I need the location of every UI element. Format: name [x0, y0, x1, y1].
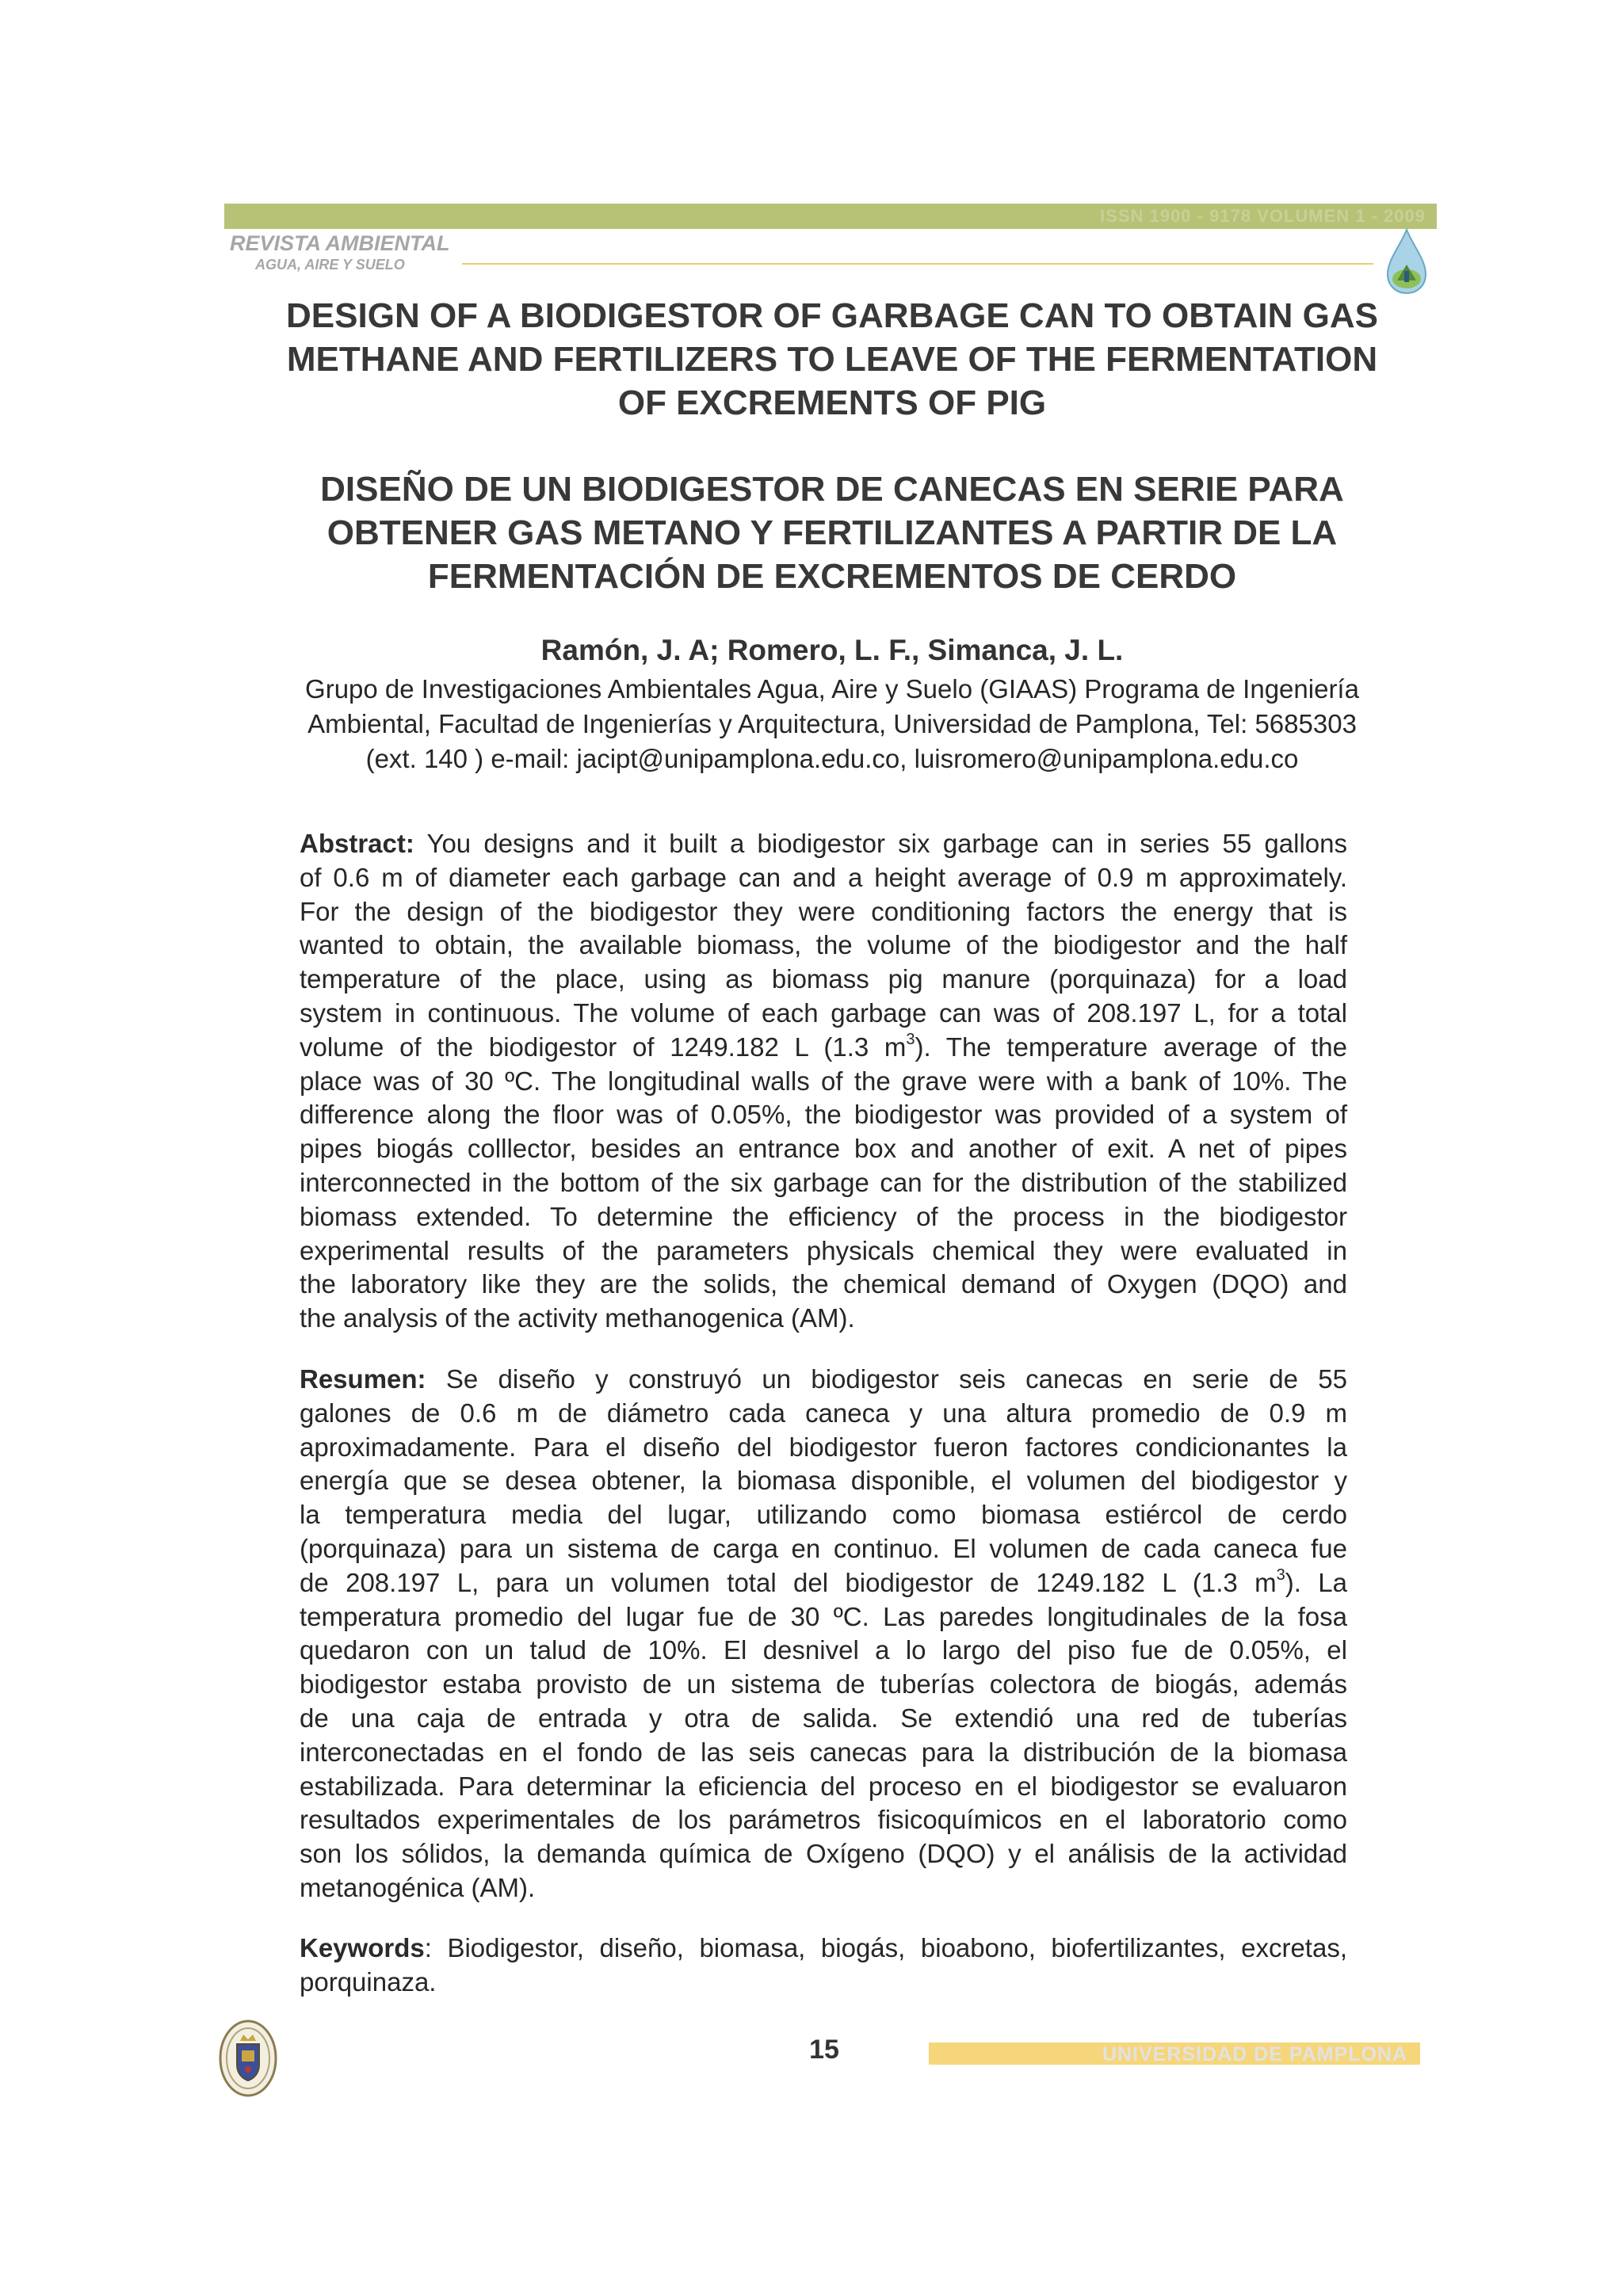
keywords-line: porquinaza.	[300, 1966, 437, 1997]
title-spanish-line: OBTENER GAS METANO Y FERTILIZANTES A PARTIR DE LA	[327, 513, 1338, 552]
abstract-line: system in continuous. The volume of each garbage can was of 208.197 L, for a total	[300, 997, 1347, 1028]
title-spanish-line: FERMENTACIÓN DE EXCREMENTOS DE CERDO	[427, 557, 1237, 596]
keywords-section	[300, 1932, 1347, 2000]
page-number: 15	[809, 2035, 839, 2065]
resumen-line: interconectadas en el fondo de las seis canecas para la distribución de la biomasa	[300, 1737, 1347, 1767]
resumen-line: energía que se desea obtener, la biomasa disponible, el volumen del biodigestor y	[300, 1466, 1347, 1496]
title-english-line: OF EXCREMENTS OF PIG	[617, 383, 1047, 422]
university-seal-icon	[218, 2019, 278, 2098]
resumen-line: metanogénica (AM).	[300, 1872, 536, 1902]
abstract-line: difference along the floor was of 0.05%, the biodigestor was provided of a system of	[300, 1100, 1347, 1130]
water-drop-logo-icon	[1383, 227, 1430, 295]
resumen-line: de 208.197 L, para un volumen total del biodigestor de 1249.182 L (1.3 $m^3$). La	[300, 1566, 1347, 1597]
resumen-line: estabilizada. Para determinar la eficiencia del proceso en el biodigestor se evaluaron	[300, 1771, 1347, 1801]
authors: Ramón, J. A; Romero, L. F., Simanca, J. L.	[540, 634, 1124, 666]
affiliation-line: (ext. 140 ) e-mail: jacipt@unipamplona.edu.co, luisromero@unipamplona.edu.co	[365, 744, 1299, 773]
abstract-line: volume of the biodigestor of 1249.182 L (1.3 $m^3$). The temperature average of the	[300, 1030, 1347, 1062]
abstract-line: wanted to obtain, the available biomass, the volume of the biodigestor and the half	[300, 930, 1347, 960]
abstract-line: place was of 30 ºC. The longitudinal walls of the grave were with a bank of 10%. The	[300, 1066, 1347, 1096]
title-spanish-line: DISEÑO DE UN BIODIGESTOR DE CANECAS EN SERIE PARA	[320, 470, 1344, 509]
issn-label: ISSN 1900 - 9178 VOLUMEN 1 - 2009	[1100, 206, 1426, 226]
abstract-line: temperature of the place, using as biomass pig manure (porquinaza) for a load	[300, 964, 1347, 994]
affiliation-line: Grupo de Investigaciones Ambientales Agua, Aire y Suelo (GIAAS) Programa de Ingeniería	[305, 674, 1359, 704]
resumen-line: quedaron con un talud de 10%. El desnivel a lo largo del piso fue de 0.05%, el	[300, 1635, 1347, 1665]
abstract-line: interconnected in the bottom of the six garbage can for the distribution of the stabilized	[300, 1167, 1347, 1197]
journal-name: REVISTA AMBIENTAL	[230, 231, 450, 255]
resumen-line: de una caja de entrada y otra de salida. Se extendió una red de tuberías	[300, 1703, 1347, 1733]
resumen-line: resultados experimentales de los parámetros fisicoquímicos en el laboratorio como	[300, 1805, 1347, 1835]
affiliation-line: Ambiental, Facultad de Ingenierías y Arquitectura, Universidad de Pamplona, Tel: 5685303	[307, 709, 1357, 738]
resumen-line: (porquinaza) para un sistema de carga en continuo. El volumen de cada caneca fue	[300, 1533, 1347, 1563]
abstract-line: the analysis of the activity methanogenica (AM).	[300, 1303, 855, 1333]
journal-subtitle: AGUA, AIRE Y SUELO	[255, 257, 405, 273]
header-divider	[462, 263, 1373, 265]
title-english	[238, 294, 1426, 425]
title-spanish	[238, 467, 1426, 598]
abstract-line: experimental results of the parameters physicals chemical they were evaluated in	[300, 1235, 1347, 1265]
header-band	[224, 204, 1437, 229]
abstract-line: of 0.6 m of diameter each garbage can and a height average of 0.9 m approximately.	[300, 862, 1347, 892]
resumen-line: galones de 0.6 m de diámetro cada caneca y una altura promedio de 0.9 m	[300, 1398, 1347, 1428]
abstract-label: Abstract:	[300, 829, 414, 858]
keywords-label: Keywords	[300, 1933, 425, 1962]
title-english-line: METHANE AND FERTILIZERS TO LEAVE OF THE FERMENTATION	[286, 340, 1378, 379]
affiliation	[222, 672, 1442, 776]
keywords-line: Keywords: Biodigestor, diseño, biomasa, biogás, bioabono, biofertilizantes, excretas,	[300, 1933, 1347, 1962]
resumen-section	[300, 1363, 1347, 1905]
abstract-line: Abstract: You designs and it built a biodigestor six garbage can in series 55 gallons	[300, 829, 1347, 858]
resumen-line: Resumen: Se diseño y construyó un biodigestor seis canecas en serie de 55	[300, 1364, 1347, 1394]
resumen-line: biodigestor estaba provisto de un sistema de tuberías colectora de biogás, además	[300, 1669, 1347, 1699]
footer-university-label: UNIVERSIDAD DE PAMPLONA	[1102, 2043, 1407, 2065]
resumen-line: la temperatura media del lugar, utilizando como biomasa estiércol de cerdo	[300, 1500, 1347, 1530]
abstract-line: For the design of the biodigestor they were conditioning factors the energy that is	[300, 896, 1347, 926]
abstract-line: biomass extended. To determine the efficiency of the process in the biodigestor	[300, 1201, 1347, 1231]
title-english-line: DESIGN OF A BIODIGESTOR OF GARBAGE CAN TO OBTAIN GAS	[286, 296, 1378, 335]
abstract-line: the laboratory like they are the solids, the chemical demand of Oxygen (DQO) and	[300, 1269, 1347, 1299]
abstract-line: pipes biogás colllector, besides an entrance box and another of exit. A net of pipes	[300, 1134, 1347, 1164]
resumen-label: Resumen:	[300, 1364, 426, 1394]
resumen-line: aproximadamente. Para el diseño del biodigestor fueron factores condicionantes la	[300, 1432, 1347, 1462]
footer-band	[929, 2042, 1420, 2065]
resumen-line: son los sólidos, la demanda química de Oxígeno (DQO) y el análisis de la actividad	[300, 1839, 1347, 1869]
resumen-line: temperatura promedio del lugar fue de 30 ºC. Las paredes longitudinales de la fosa	[300, 1601, 1347, 1631]
abstract-section	[300, 827, 1347, 1336]
